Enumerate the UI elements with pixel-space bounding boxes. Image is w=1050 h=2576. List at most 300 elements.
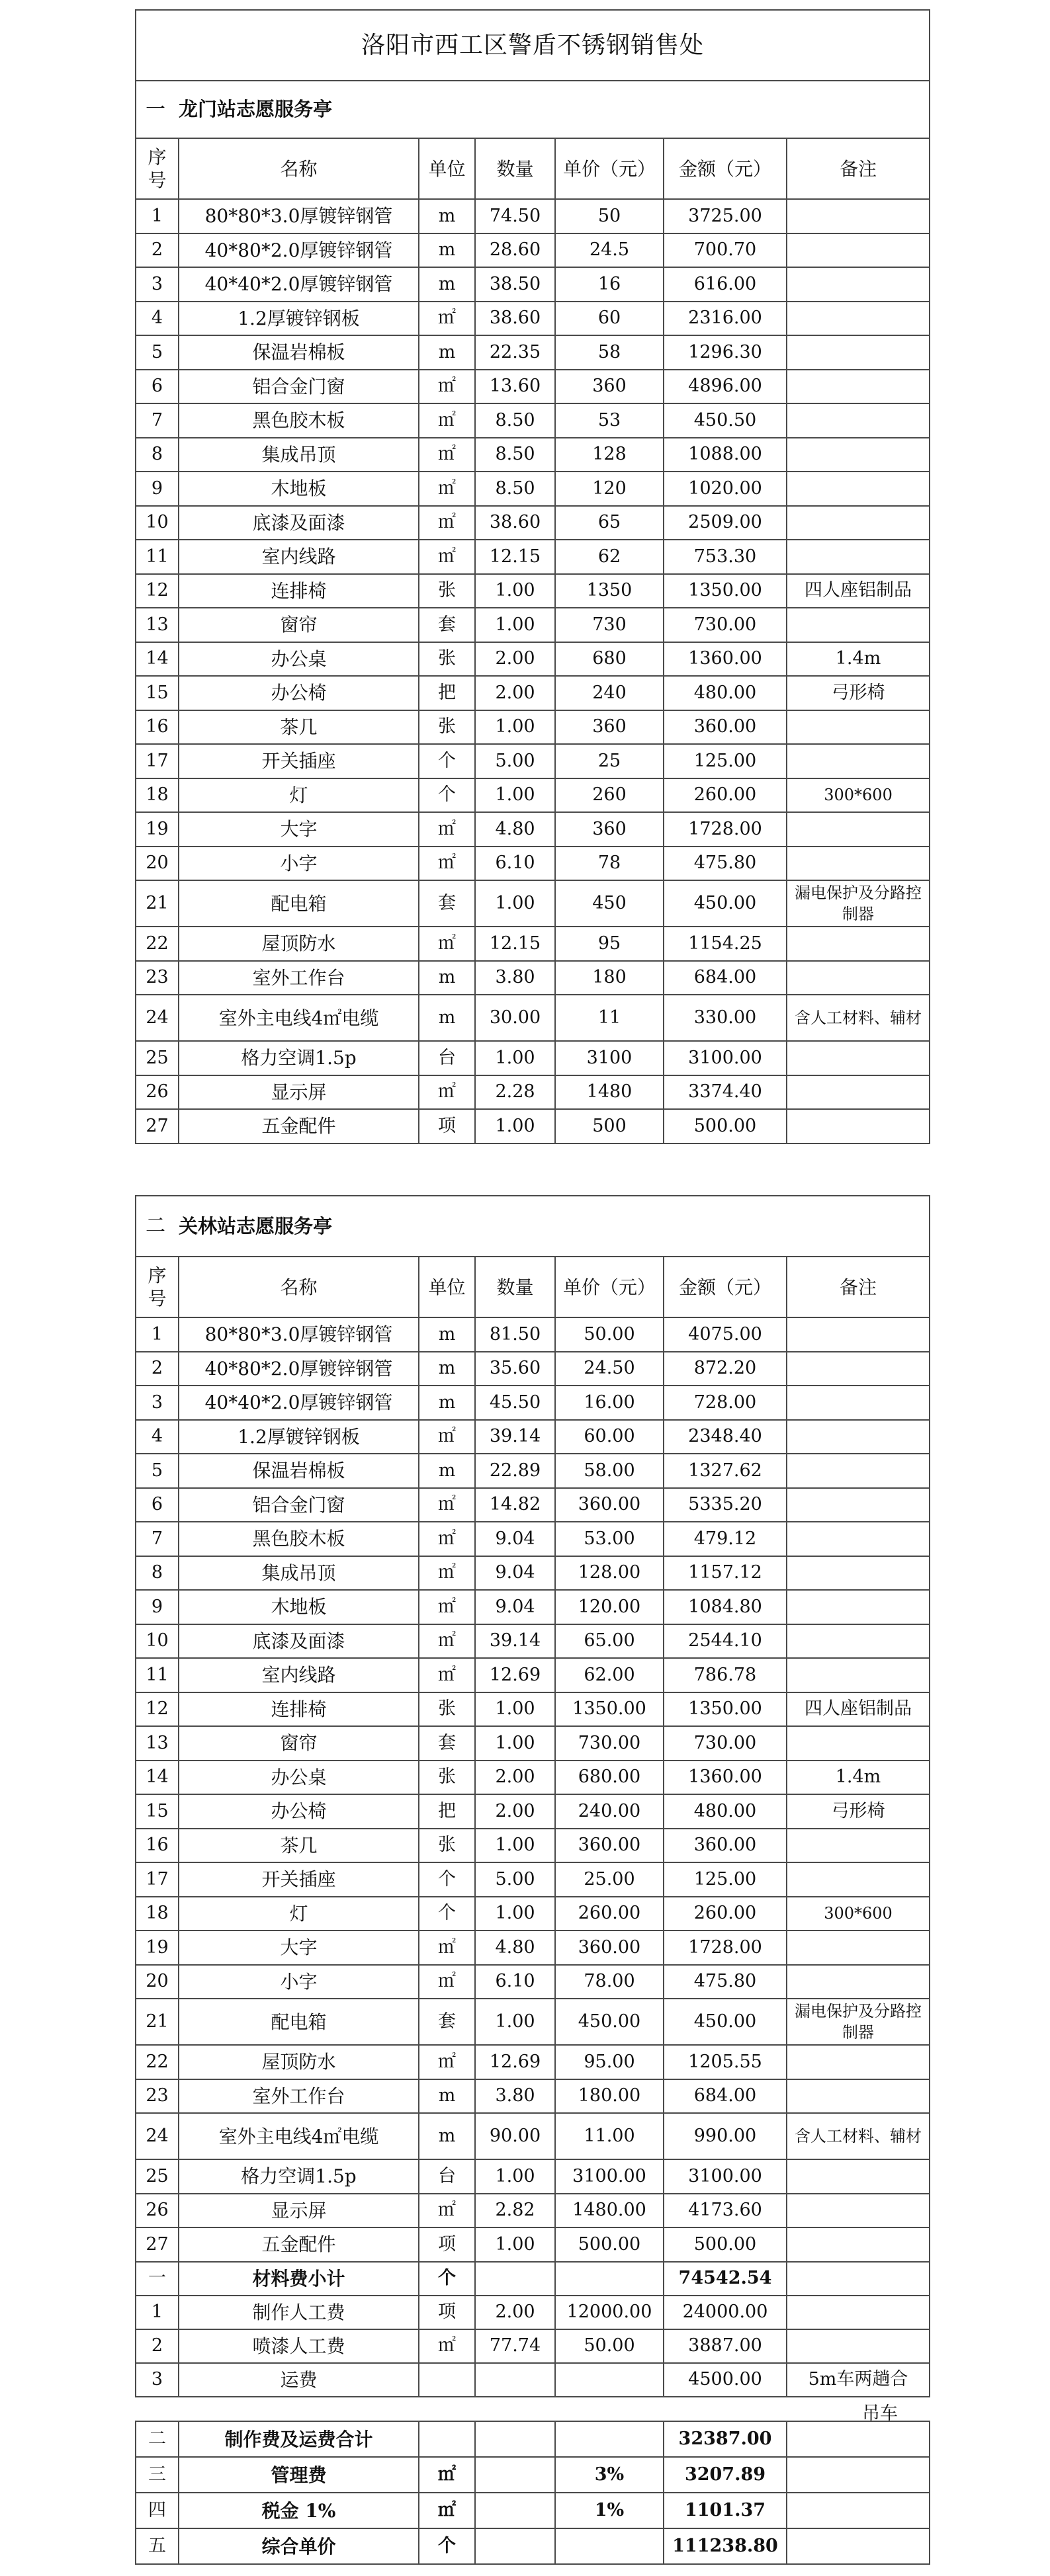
cell-price: 120.00 [555, 1590, 664, 1624]
table-row [136, 778, 930, 813]
table-row [136, 608, 930, 642]
cell-name: 40*40*2.0厚镀锌钢管 [179, 267, 419, 302]
table-row [136, 1041, 930, 1075]
cell-qty: 38.60 [475, 302, 555, 336]
cell-unit: 个 [419, 2262, 475, 2296]
cell-qty: 30.00 [475, 995, 555, 1041]
cell-qty: 8.50 [475, 472, 555, 506]
cell-amount: 500.00 [664, 2227, 787, 2262]
cell-unit: ㎡ [419, 1590, 475, 1624]
table-row [136, 574, 930, 608]
cell-note [787, 506, 930, 540]
cell-amount: 3887.00 [664, 2329, 787, 2363]
cell-seq: 18 [136, 778, 179, 813]
table-row [136, 472, 930, 506]
cell-seq: 1 [136, 199, 179, 233]
cell-name: 开关插座 [179, 1862, 419, 1897]
cell-seq: 24 [136, 995, 179, 1041]
table-row [136, 710, 930, 745]
cell-amount: 480.00 [664, 676, 787, 710]
cell-seq: 三 [136, 2457, 179, 2493]
cell-qty: 6.10 [475, 1965, 555, 1999]
cell-unit: m [419, 233, 475, 268]
table-row [136, 267, 930, 302]
page-title: 洛阳市西工区警盾不锈钢销售处 [136, 10, 930, 81]
cell-seq: 20 [136, 1965, 179, 1999]
cell-qty: 1.00 [475, 2227, 555, 2262]
cell-unit: ㎡ [419, 2045, 475, 2079]
cell-unit: 个 [419, 1862, 475, 1897]
cell-amount: 2316.00 [664, 302, 787, 336]
cell-name: 开关插座 [179, 744, 419, 778]
cell-seq: 16 [136, 1829, 179, 1863]
cell-qty: 6.10 [475, 847, 555, 881]
cell-unit: 把 [419, 1794, 475, 1829]
cell-price: 680.00 [555, 1761, 664, 1795]
cell-price: 95.00 [555, 2045, 664, 2079]
cell-amount: 111238.80 [664, 2528, 787, 2564]
table-row [136, 961, 930, 995]
cell-unit: m [419, 199, 475, 233]
cell-note: 漏电保护及分路控制器 [787, 1999, 930, 2045]
labor-row [136, 2363, 930, 2397]
table-row [136, 1386, 930, 1420]
cell-unit: m [419, 1352, 475, 1386]
cell-qty: 1.00 [475, 574, 555, 608]
cell-name: 格力空调1.5p [179, 2159, 419, 2194]
cell-note [787, 267, 930, 302]
cell-qty: 12.69 [475, 2045, 555, 2079]
cell-seq: 1 [136, 1317, 179, 1352]
cell-unit: 台 [419, 2159, 475, 2194]
cell-note [787, 1624, 930, 1659]
cell-seq: 3 [136, 2363, 179, 2397]
cell-note [787, 608, 930, 642]
cell-name: 大字 [179, 1931, 419, 1965]
cell-seq: 22 [136, 2045, 179, 2079]
cell-seq: 五 [136, 2528, 179, 2564]
cell-unit: ㎡ [419, 1931, 475, 1965]
subtotal-row [136, 2262, 930, 2296]
cell-unit: m [419, 267, 475, 302]
cell-price: 25 [555, 744, 664, 778]
cell-name: 集成吊顶 [179, 438, 419, 472]
cell-seq: 20 [136, 847, 179, 881]
cell-amount: 24000.00 [664, 2296, 787, 2329]
cell-unit: m [419, 1386, 475, 1420]
cell-price: 78.00 [555, 1965, 664, 1999]
cell-qty: 28.60 [475, 233, 555, 268]
cell-unit: ㎡ [419, 1624, 475, 1659]
cell-amount: 260.00 [664, 1897, 787, 1931]
cell-name: 五金配件 [179, 1109, 419, 1143]
cell-qty [475, 2528, 555, 2564]
cell-note: 300*600 [787, 778, 930, 813]
cell-seq: 一 [136, 2262, 179, 2296]
cell-amount: 475.80 [664, 1965, 787, 1999]
header-qty: 数量 [475, 138, 555, 199]
cell-qty: 14.82 [475, 1488, 555, 1522]
cell-amount: 4896.00 [664, 370, 787, 404]
cell-amount: 4075.00 [664, 1317, 787, 1352]
cell-price: 58 [555, 335, 664, 370]
cell-name: 底漆及面漆 [179, 1624, 419, 1659]
cell-note [787, 1386, 930, 1420]
cell-qty: 39.14 [475, 1420, 555, 1454]
cell-qty: 4.80 [475, 1931, 555, 1965]
cell-unit: ㎡ [419, 2457, 475, 2493]
summary-row [136, 2528, 930, 2564]
cell-name: 底漆及面漆 [179, 506, 419, 540]
summary-row [136, 2457, 930, 2493]
table-row [136, 1862, 930, 1897]
cell-unit: m [419, 1317, 475, 1352]
cell-note [787, 438, 930, 472]
cell-amount: 3374.40 [664, 1075, 787, 1110]
cell-unit: 个 [419, 1897, 475, 1931]
cell-amount: 360.00 [664, 1829, 787, 1863]
cell-note: 5m车两趟合 [787, 2363, 930, 2397]
cell-name: 窗帘 [179, 1726, 419, 1761]
cell-qty: 81.50 [475, 1317, 555, 1352]
cell-name: 黑色胶木板 [179, 403, 419, 438]
cell-unit: 项 [419, 2227, 475, 2262]
cell-unit: 套 [419, 608, 475, 642]
cell-name: 显示屏 [179, 2194, 419, 2228]
cell-seq: 22 [136, 927, 179, 961]
cell-amount: 125.00 [664, 1862, 787, 1897]
cell-amount: 1020.00 [664, 472, 787, 506]
table-row [136, 370, 930, 404]
cell-unit: ㎡ [419, 1488, 475, 1522]
cell-name: 铝合金门窗 [179, 370, 419, 404]
table-row [136, 1761, 930, 1795]
cell-name: 五金配件 [179, 2227, 419, 2262]
cell-name: 80*80*3.0厚镀锌钢管 [179, 1317, 419, 1352]
table-row [136, 438, 930, 472]
cell-seq: 12 [136, 1692, 179, 1727]
header-note: 备注 [787, 138, 930, 199]
cell-note: 漏电保护及分路控制器 [787, 880, 930, 927]
cell-qty: 5.00 [475, 744, 555, 778]
header-seq: 序 号 [136, 138, 179, 199]
cell-amount: 450.00 [664, 1999, 787, 2045]
cell-amount: 260.00 [664, 778, 787, 813]
cell-amount: 360.00 [664, 710, 787, 745]
header-price: 单价（元） [555, 1257, 664, 1317]
cell-amount: 1296.30 [664, 335, 787, 370]
cell-name: 屋顶防水 [179, 927, 419, 961]
cell-name: 黑色胶木板 [179, 1522, 419, 1556]
cell-qty: 1.00 [475, 880, 555, 927]
cell-price: 1480.00 [555, 2194, 664, 2228]
cell-qty [475, 2457, 555, 2493]
cell-name: 木地板 [179, 1590, 419, 1624]
section1-name: 龙门站志愿服务亭 [179, 81, 930, 138]
table-row [136, 1556, 930, 1591]
cell-price: 730 [555, 608, 664, 642]
cell-amount: 3207.89 [664, 2457, 787, 2493]
cell-seq: 25 [136, 2159, 179, 2194]
cell-note [787, 1109, 930, 1143]
cell-name: 集成吊顶 [179, 1556, 419, 1591]
cell-price: 65.00 [555, 1624, 664, 1659]
cell-name: 1.2厚镀锌钢板 [179, 1420, 419, 1454]
cell-qty: 2.00 [475, 642, 555, 677]
cell-note [787, 302, 930, 336]
cell-seq: 15 [136, 676, 179, 710]
cell-unit: ㎡ [419, 472, 475, 506]
cell-note [787, 199, 930, 233]
cell-name: 铝合金门窗 [179, 1488, 419, 1522]
cell-seq: 16 [136, 710, 179, 745]
cell-name: 木地板 [179, 472, 419, 506]
cell-price: 60.00 [555, 1420, 664, 1454]
cell-name: 室外工作台 [179, 961, 419, 995]
cell-price: 1% [555, 2493, 664, 2528]
cell-price: 1350.00 [555, 1692, 664, 1727]
cell-name: 窗帘 [179, 608, 419, 642]
cell-amount: 1728.00 [664, 812, 787, 847]
cell-seq: 6 [136, 370, 179, 404]
cell-unit: ㎡ [419, 2194, 475, 2228]
table-row [136, 676, 930, 710]
cell-price: 240.00 [555, 1794, 664, 1829]
cell-amount: 3725.00 [664, 199, 787, 233]
cell-qty [475, 2363, 555, 2397]
table-row [136, 1931, 930, 1965]
cell-note [787, 710, 930, 745]
cell-note [787, 370, 930, 404]
section1-table [135, 9, 930, 1144]
cell-price: 360.00 [555, 1488, 664, 1522]
cell-seq: 13 [136, 608, 179, 642]
cell-price: 95 [555, 927, 664, 961]
cell-price: 50.00 [555, 1317, 664, 1352]
cell-qty: 2.00 [475, 1761, 555, 1795]
cell-seq: 12 [136, 574, 179, 608]
cell-amount: 753.30 [664, 540, 787, 574]
cell-price: 62 [555, 540, 664, 574]
cell-seq: 4 [136, 1420, 179, 1454]
table-row [136, 1897, 930, 1931]
cell-price: 65 [555, 506, 664, 540]
cell-unit: m [419, 1454, 475, 1488]
table-row [136, 1624, 930, 1659]
cell-price: 53 [555, 403, 664, 438]
cell-unit: ㎡ [419, 847, 475, 881]
cell-qty: 3.80 [475, 961, 555, 995]
cell-seq: 8 [136, 1556, 179, 1591]
cell-qty: 13.60 [475, 370, 555, 404]
cell-qty: 90.00 [475, 2113, 555, 2159]
cell-unit: 套 [419, 1726, 475, 1761]
cell-amount: 700.70 [664, 233, 787, 268]
cell-note [787, 2528, 930, 2564]
cell-unit: 张 [419, 574, 475, 608]
cell-qty: 35.60 [475, 1352, 555, 1386]
cell-seq: 21 [136, 880, 179, 927]
cell-unit: 套 [419, 880, 475, 927]
cell-name: 办公桌 [179, 1761, 419, 1795]
cell-unit: 个 [419, 2528, 475, 2564]
cell-unit: m [419, 2113, 475, 2159]
cell-amount: 2348.40 [664, 1420, 787, 1454]
cell-price: 16 [555, 267, 664, 302]
cell-amount: 730.00 [664, 608, 787, 642]
cell-amount: 1088.00 [664, 438, 787, 472]
cell-note [787, 1420, 930, 1454]
cell-qty [475, 2421, 555, 2457]
cell-name: 屋顶防水 [179, 2045, 419, 2079]
table-row [136, 2227, 930, 2262]
cell-qty: 1.00 [475, 778, 555, 813]
cell-name: 配电箱 [179, 880, 419, 927]
cell-price: 240 [555, 676, 664, 710]
cell-note: 1.4m [787, 1761, 930, 1795]
cell-unit: 个 [419, 778, 475, 813]
cell-amount: 872.20 [664, 1352, 787, 1386]
cell-price: 360.00 [555, 1829, 664, 1863]
cell-note [787, 2159, 930, 2194]
section1-header-row [136, 138, 930, 199]
cell-amount: 500.00 [664, 1109, 787, 1143]
header-unit: 单位 [419, 1257, 475, 1317]
cell-note [787, 1862, 930, 1897]
cell-unit [419, 2421, 475, 2457]
cell-unit: 把 [419, 676, 475, 710]
cell-seq: 3 [136, 1386, 179, 1420]
cell-seq: 27 [136, 1109, 179, 1143]
cell-qty: 9.04 [475, 1556, 555, 1591]
cell-price: 78 [555, 847, 664, 881]
cell-note [787, 1658, 930, 1692]
cell-name: 办公椅 [179, 1794, 419, 1829]
cell-seq: 11 [136, 1658, 179, 1692]
cell-note: 含人工材料、辅材 [787, 995, 930, 1041]
table-row [136, 2079, 930, 2114]
cell-name: 综合单价 [179, 2528, 419, 2564]
cell-amount: 4173.60 [664, 2194, 787, 2228]
cell-amount: 728.00 [664, 1386, 787, 1420]
cell-seq: 26 [136, 2194, 179, 2228]
cell-amount: 1157.12 [664, 1556, 787, 1591]
cell-note: 四人座铝制品 [787, 574, 930, 608]
cell-qty: 1.00 [475, 1109, 555, 1143]
cell-amount: 1084.80 [664, 1590, 787, 1624]
cell-price: 360 [555, 812, 664, 847]
cell-unit: m [419, 961, 475, 995]
cell-price: 730.00 [555, 1726, 664, 1761]
table-row [136, 506, 930, 540]
cell-note [787, 847, 930, 881]
cell-name: 茶几 [179, 710, 419, 745]
cell-unit: 台 [419, 1041, 475, 1075]
cell-seq: 14 [136, 1761, 179, 1795]
cell-amount: 74542.54 [664, 2262, 787, 2296]
cell-note [787, 744, 930, 778]
cell-qty [475, 2262, 555, 2296]
cell-unit: 张 [419, 1692, 475, 1727]
cell-price: 3% [555, 2457, 664, 2493]
cell-unit: ㎡ [419, 403, 475, 438]
cell-qty: 8.50 [475, 438, 555, 472]
cell-unit: 张 [419, 1829, 475, 1863]
table-row [136, 1109, 930, 1143]
table-row [136, 1999, 930, 2045]
cell-price: 360 [555, 370, 664, 404]
cell-name: 室内线路 [179, 1658, 419, 1692]
header-note: 备注 [787, 1257, 930, 1317]
cell-qty: 39.14 [475, 1624, 555, 1659]
cell-seq: 6 [136, 1488, 179, 1522]
cell-note [787, 2045, 930, 2079]
cell-unit: ㎡ [419, 2329, 475, 2363]
cell-seq: 11 [136, 540, 179, 574]
cell-unit: ㎡ [419, 1075, 475, 1110]
cell-amount: 730.00 [664, 1726, 787, 1761]
cell-unit: ㎡ [419, 1420, 475, 1454]
cell-note [787, 927, 930, 961]
header-unit: 单位 [419, 138, 475, 199]
cell-qty: 74.50 [475, 199, 555, 233]
cell-note [787, 2329, 930, 2363]
cell-amount: 1327.62 [664, 1454, 787, 1488]
labor-row [136, 2296, 930, 2329]
cell-price: 11.00 [555, 2113, 664, 2159]
cell-unit: m [419, 335, 475, 370]
cell-price: 128 [555, 438, 664, 472]
table-row [136, 642, 930, 677]
cell-seq: 24 [136, 2113, 179, 2159]
cell-note [787, 1590, 930, 1624]
cell-note [787, 2227, 930, 2262]
cell-note [787, 1488, 930, 1522]
table-row [136, 1692, 930, 1727]
cell-name: 显示屏 [179, 1075, 419, 1110]
cell-name: 灯 [179, 778, 419, 813]
cell-seq: 19 [136, 812, 179, 847]
cell-qty: 4.80 [475, 812, 555, 847]
cell-amount: 1360.00 [664, 1761, 787, 1795]
cell-seq: 4 [136, 302, 179, 336]
cell-unit: m [419, 995, 475, 1041]
cell-qty: 1.00 [475, 1726, 555, 1761]
table-row [136, 1522, 930, 1556]
cell-name: 管理费 [179, 2457, 419, 2493]
cell-seq: 10 [136, 1624, 179, 1659]
cell-amount: 479.12 [664, 1522, 787, 1556]
cell-amount: 125.00 [664, 744, 787, 778]
summary-row [136, 2421, 930, 2457]
cell-name: 40*80*2.0厚镀锌钢管 [179, 233, 419, 268]
cell-seq: 9 [136, 1590, 179, 1624]
header-name: 名称 [179, 138, 419, 199]
cell-amount: 1205.55 [664, 2045, 787, 2079]
cell-amount: 32387.00 [664, 2421, 787, 2457]
cell-seq: 2 [136, 1352, 179, 1386]
cell-name: 室外工作台 [179, 2079, 419, 2114]
table-row [136, 995, 930, 1041]
cell-qty: 2.00 [475, 676, 555, 710]
cell-name: 茶几 [179, 1829, 419, 1863]
cell-seq: 17 [136, 1862, 179, 1897]
cell-price: 60 [555, 302, 664, 336]
cell-note: 四人座铝制品 [787, 1692, 930, 1727]
cell-unit: ㎡ [419, 1965, 475, 1999]
header-amount: 金额（元） [664, 138, 787, 199]
cell-price: 360 [555, 710, 664, 745]
